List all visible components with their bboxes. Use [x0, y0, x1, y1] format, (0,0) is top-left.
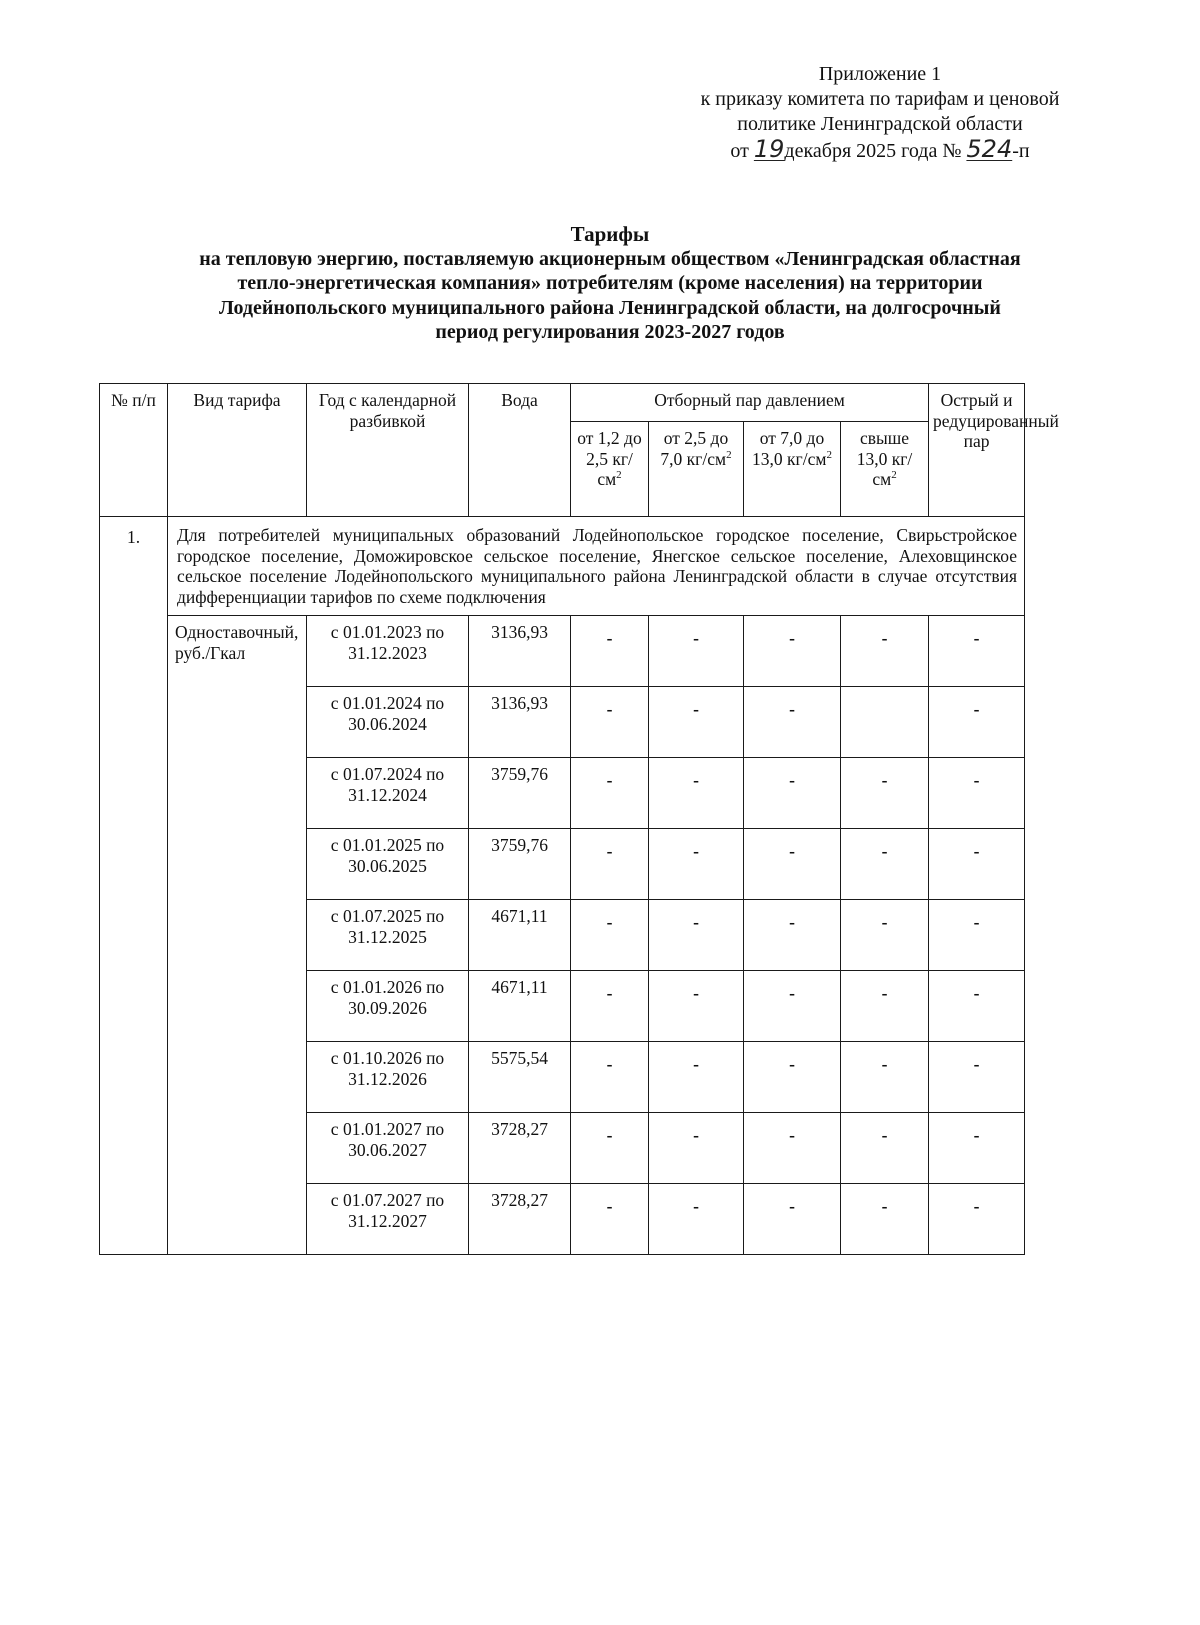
- header-kind: Вид тарифа: [168, 384, 307, 517]
- header-steam-2-text: от 2,5 до 7,0 кг/см: [660, 428, 729, 469]
- sharp-steam-value: -: [929, 616, 1025, 687]
- handwritten-order-number: 524: [966, 135, 1013, 163]
- section-row: [100, 517, 1025, 616]
- steam-4-value: -: [841, 971, 929, 1042]
- steam-1-value: -: [571, 616, 649, 687]
- steam-3-value: -: [744, 1184, 841, 1255]
- steam-2-value: -: [649, 900, 744, 971]
- steam-1-value: -: [571, 1042, 649, 1113]
- steam-3-value: -: [744, 829, 841, 900]
- steam-1-value: -: [571, 900, 649, 971]
- tariff-kind: Одноставочный, руб./Гкал: [168, 616, 307, 1255]
- order-suffix: -п: [1012, 140, 1030, 162]
- sharp-steam-value: -: [929, 687, 1025, 758]
- water-value: 4671,11: [469, 900, 571, 971]
- period-cell: с 01.07.2027 по 31.12.2027: [307, 1184, 469, 1255]
- steam-4-value: -: [841, 616, 929, 687]
- steam-2-value: -: [649, 1042, 744, 1113]
- period-cell: с 01.01.2023 по 31.12.2023: [307, 616, 469, 687]
- steam-3-value: -: [744, 616, 841, 687]
- header-sharp-steam: Острый и редуцированный пар: [929, 384, 1025, 517]
- water-value: 3759,76: [469, 758, 571, 829]
- steam-2-value: -: [649, 1184, 744, 1255]
- header-steam-2-sup: 2: [726, 448, 732, 461]
- period-cell: с 01.10.2026 по 31.12.2026: [307, 1042, 469, 1113]
- steam-2-value: -: [649, 616, 744, 687]
- header-steam-group: Отборный пар давлением: [571, 384, 929, 422]
- header-steam-4-sup: 2: [891, 469, 897, 482]
- header-steam-1-text: от 1,2 до 2,5 кг/см: [577, 428, 642, 489]
- steam-3-value: -: [744, 900, 841, 971]
- appendix-line-3: политике Ленинградской области: [737, 113, 1023, 135]
- header-num: № п/п: [100, 384, 168, 517]
- period-cell: с 01.01.2024 по 30.06.2024: [307, 687, 469, 758]
- sharp-steam-value: -: [929, 971, 1025, 1042]
- period-cell: с 01.01.2025 по 30.06.2025: [307, 829, 469, 900]
- title-line-3: Лодейнопольского муниципального района Ленинградской области, на долгосрочный: [219, 296, 1001, 319]
- steam-4-value: -: [841, 758, 929, 829]
- water-value: 5575,54: [469, 1042, 571, 1113]
- steam-4-value: -: [841, 1113, 929, 1184]
- steam-2-value: -: [649, 971, 744, 1042]
- steam-3-value: -: [744, 758, 841, 829]
- header-steam-2: [649, 422, 744, 517]
- appendix-line-1: Приложение 1: [818, 63, 942, 85]
- header-steam-3-sup: 2: [826, 448, 832, 461]
- water-value: 3728,27: [469, 1113, 571, 1184]
- date-middle: декабря 2025 года №: [784, 140, 962, 162]
- header-steam-1-sup: 2: [616, 469, 622, 482]
- header-year: Год с календарной разбивкой: [307, 384, 469, 517]
- steam-3-value: -: [744, 1042, 841, 1113]
- period-cell: с 01.01.2026 по 30.09.2026: [307, 971, 469, 1042]
- steam-2-value: -: [649, 687, 744, 758]
- steam-1-value: -: [571, 971, 649, 1042]
- handwritten-day: 19: [753, 135, 785, 163]
- section-description: Для потребителей муниципальных образований Лодейнопольское городское поселение, Свирьстройское городское поселение, Доможировское сельское поселение, Янегское сельское поселение, Алеховщинское сельское поселение Лодейнопольского муниципального района Ленинградской области в случае отсутствия дифференциации тарифов по схеме подключения: [168, 517, 1025, 616]
- period-cell: с 01.07.2025 по 31.12.2025: [307, 900, 469, 971]
- sharp-steam-value: -: [929, 1042, 1025, 1113]
- sharp-steam-value: -: [929, 1113, 1025, 1184]
- steam-3-value: -: [744, 1113, 841, 1184]
- header-steam-3: [744, 422, 841, 517]
- sharp-steam-value: -: [929, 829, 1025, 900]
- water-value: 4671,11: [469, 971, 571, 1042]
- period-cell: с 01.01.2027 по 30.06.2027: [307, 1113, 469, 1184]
- steam-4-value: -: [841, 829, 929, 900]
- sharp-steam-value: -: [929, 900, 1025, 971]
- header-steam-4-text: свыше 13,0 кг/см: [856, 428, 913, 489]
- steam-2-value: -: [649, 758, 744, 829]
- steam-4-value: -: [841, 1184, 929, 1255]
- water-value: 3728,27: [469, 1184, 571, 1255]
- steam-1-value: -: [571, 829, 649, 900]
- period-cell: с 01.07.2024 по 31.12.2024: [307, 758, 469, 829]
- steam-4-value: [841, 687, 929, 758]
- title-heading: Тарифы: [570, 222, 650, 246]
- water-value: 3136,93: [469, 687, 571, 758]
- steam-1-value: -: [571, 758, 649, 829]
- header-steam-1: [571, 422, 649, 517]
- header-row: [100, 384, 1025, 422]
- sharp-steam-value: -: [929, 758, 1025, 829]
- table-row: [100, 616, 1025, 687]
- title-line-1: на тепловую энергию, поставляемую акционерным обществом «Ленинградская областная: [199, 247, 1021, 270]
- steam-1-value: -: [571, 1184, 649, 1255]
- section-number: 1.: [100, 517, 168, 1255]
- water-value: 3136,93: [469, 616, 571, 687]
- appendix-date-line: [640, 137, 1120, 164]
- steam-2-value: -: [649, 1113, 744, 1184]
- sharp-steam-value: -: [929, 1184, 1025, 1255]
- steam-1-value: -: [571, 1113, 649, 1184]
- steam-4-value: -: [841, 900, 929, 971]
- steam-2-value: -: [649, 829, 744, 900]
- title-line-4: период регулирования 2023-2027 годов: [435, 321, 785, 343]
- steam-1-value: -: [571, 687, 649, 758]
- header-steam-4: [841, 422, 929, 517]
- appendix-line-2: к приказу комитета по тарифам и ценовой: [700, 88, 1060, 110]
- document-title: [90, 222, 1130, 345]
- title-line-2: тепло-энергетическая компания» потребителям (кроме населения) на территории: [237, 272, 983, 294]
- water-value: 3759,76: [469, 829, 571, 900]
- steam-3-value: -: [744, 687, 841, 758]
- header-water: Вода: [469, 384, 571, 517]
- appendix-header: [640, 62, 1120, 164]
- header-steam-3-text: от 7,0 до 13,0 кг/см: [752, 428, 827, 469]
- date-prefix: от: [730, 140, 749, 162]
- steam-3-value: -: [744, 971, 841, 1042]
- tariffs-table: [99, 383, 1059, 1255]
- steam-4-value: -: [841, 1042, 929, 1113]
